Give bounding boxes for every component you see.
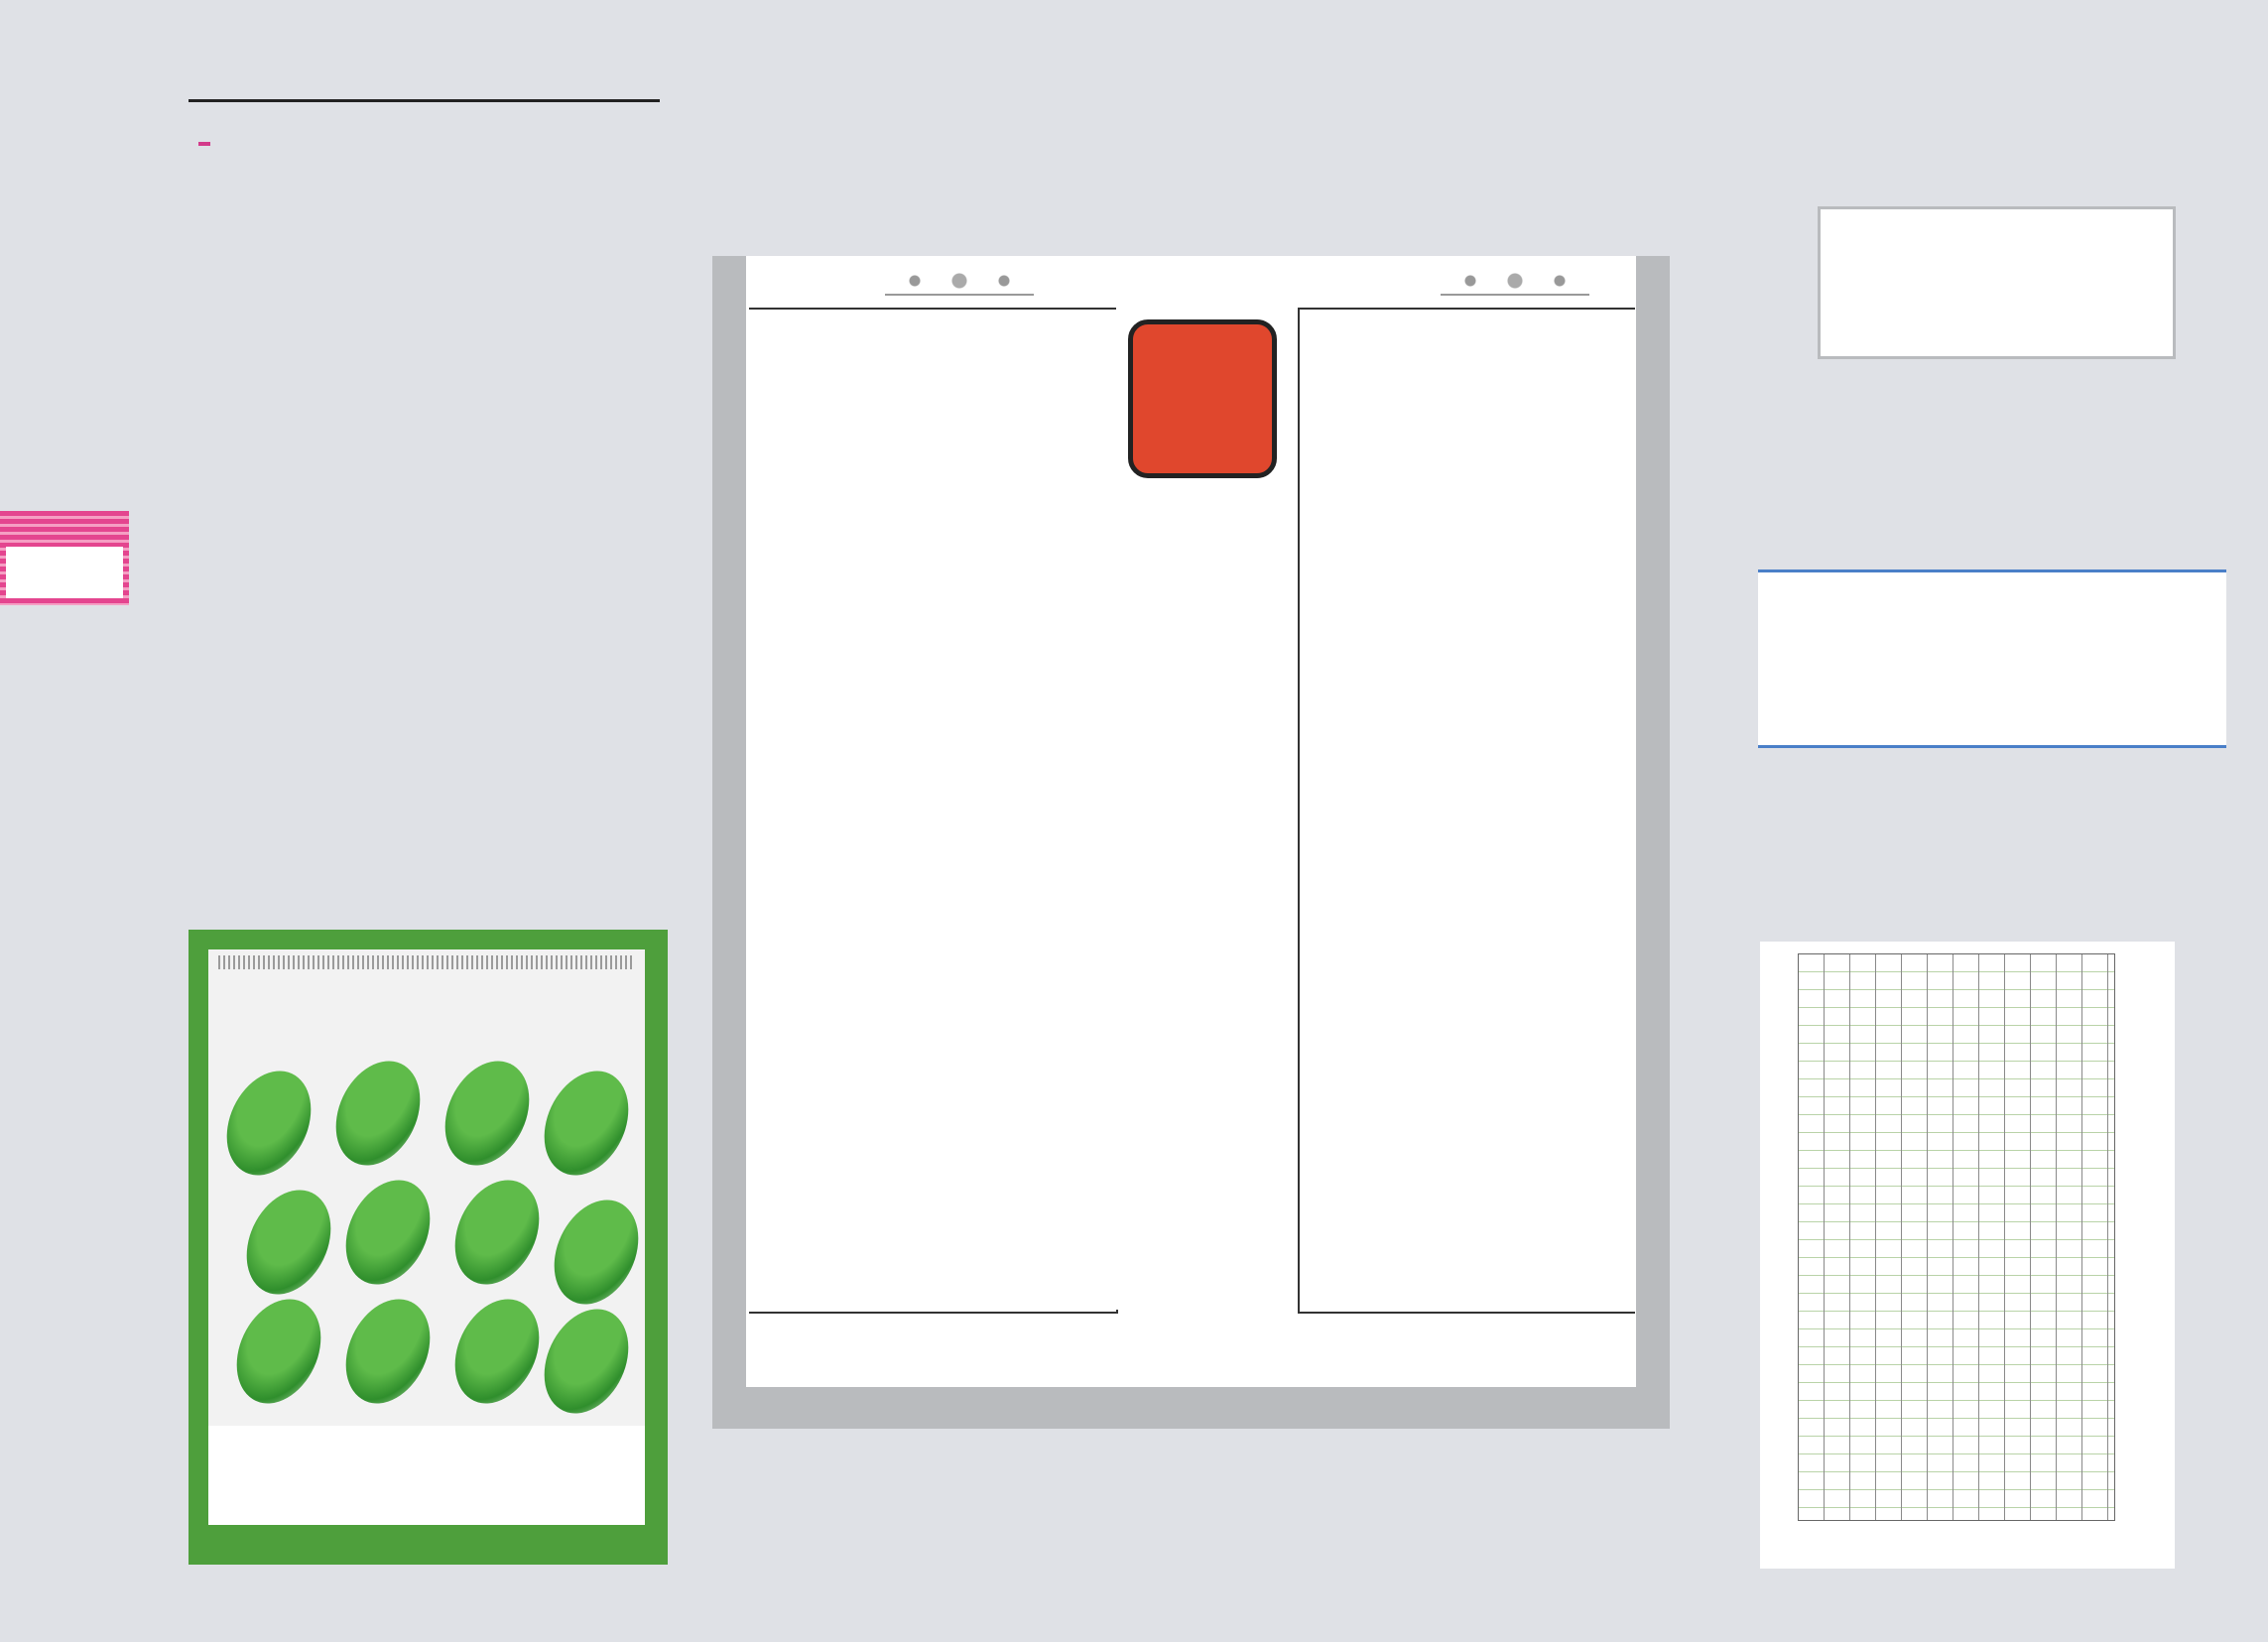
almanac-zoom — [1758, 569, 2226, 748]
cover-name-space — [208, 1426, 645, 1525]
day-detail-zoom — [1818, 206, 2176, 359]
calendar-sample — [712, 256, 1670, 1429]
left-day-column — [749, 308, 1118, 1314]
proverb — [1134, 491, 1283, 967]
oval-icon — [439, 1167, 555, 1299]
oval-icon — [230, 1177, 346, 1309]
oval-icon — [329, 1286, 445, 1418]
detail-kyureki — [2011, 289, 2017, 303]
oval-icon — [528, 1296, 644, 1428]
big-month-number — [1128, 319, 1277, 478]
oval-icon — [329, 1167, 445, 1299]
calendar-header — [746, 256, 1636, 306]
oval-icon — [210, 1058, 326, 1190]
product-spec — [189, 99, 660, 172]
center-panel — [1116, 308, 1298, 1310]
green-ovals — [220, 1049, 633, 1406]
sales-point-heading — [189, 142, 660, 146]
oval-icon — [528, 1058, 644, 1190]
ornament-right-icon — [1441, 268, 1589, 296]
right-day-column — [1298, 308, 1635, 1314]
oval-icon — [429, 1048, 545, 1180]
cover-thumbnail — [189, 930, 668, 1565]
calendar-sheet — [746, 256, 1636, 1387]
oval-icon — [439, 1286, 555, 1418]
weather-chart-zoom — [1760, 942, 2175, 1569]
oval-icon — [538, 1187, 654, 1319]
paper-badge — [198, 142, 210, 146]
size-tag — [0, 511, 129, 605]
oval-icon — [220, 1286, 336, 1418]
weather-grid — [1798, 953, 2115, 1521]
oval-icon — [319, 1048, 436, 1180]
ornament-left-icon — [885, 268, 1034, 296]
